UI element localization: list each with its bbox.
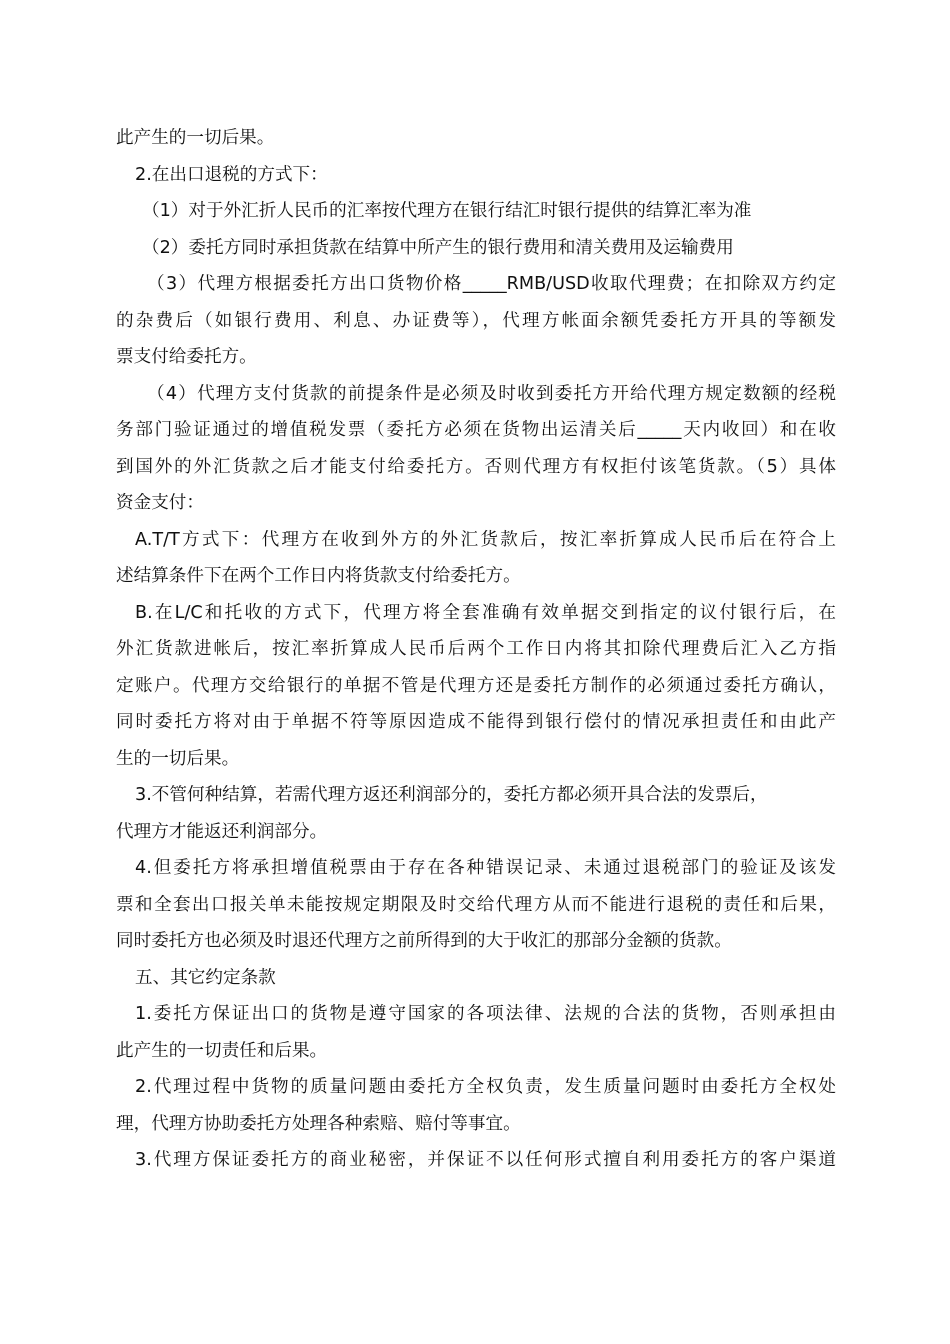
text-line: 务部门验证通过的增值税发票（委托方必须在货物出运清关后_____天内收回）和在收	[116, 420, 836, 440]
text-line: 到国外的外汇货款之后才能支付给委托方。否则代理方有权拒付该笔货款。（5）具体	[116, 456, 836, 477]
text-line: 3.不管何种结算，若需代理方返还利润部分的，委托方都必须开具合法的发票后，	[135, 785, 768, 805]
text-line: 1.委托方保证出口的货物是遵守国家的各项法律、法规的合法的货物，否则承担由	[135, 1004, 836, 1024]
text-line: 代理方才能返还利润部分。	[116, 821, 328, 842]
document-body	[116, 120, 836, 1179]
text-line: 外汇货款进帐后，按汇率折算成人民币后两个工作日内将其扣除代理费后汇入乙方指	[116, 639, 836, 659]
text-line: 定账户。代理方交给银行的单据不管是代理方还是委托方制作的必须通过委托方确认，	[116, 675, 836, 696]
text-line: 生的一切后果。	[116, 748, 240, 769]
text-line: 2.在出口退税的方式下：	[135, 164, 328, 185]
text-line: 资金支付：	[116, 493, 204, 513]
text-line: 的杂费后（如银行费用、利息、办证费等），代理方帐面余额凭委托方开具的等额发	[116, 310, 836, 331]
text-line: （2）委托方同时承担货款在结算中所产生的银行费用和清关费用及运输费用	[142, 237, 734, 258]
text-line: 2.代理过程中货物的质量问题由委托方全权负责，发生质量问题时由委托方全权处	[135, 1077, 836, 1097]
text-line: A.T/T方式下：代理方在收到外方的外汇货款后，按汇率折算成人民币后在符合上	[135, 529, 836, 550]
text-line: 4.但委托方将承担增值税票由于存在各种错误记录、未通过退税部门的验证及该发	[135, 858, 836, 878]
text-line: 票和全套出口报关单未能按规定期限及时交给代理方从而不能进行退税的责任和后果，	[116, 894, 836, 915]
text-line: 述结算条件下在两个工作日内将货款支付给委托方。	[116, 566, 521, 586]
text-line: 票支付给委托方。	[116, 347, 257, 367]
text-line: 理，代理方协助委托方处理各种索赔、赔付等事宜。	[116, 1113, 521, 1134]
text-line: 此产生的一切责任和后果。	[116, 1040, 328, 1061]
text-line: （1）对于外汇折人民币的汇率按代理方在银行结汇时银行提供的结算汇率为准	[142, 201, 752, 221]
text-line: （4）代理方支付货款的前提条件是必须及时收到委托方开给代理方规定数额的经税	[147, 383, 836, 404]
text-line: 此产生的一切后果。	[116, 128, 275, 148]
text-line: B.在L/C和托收的方式下，代理方将全套准确有效单据交到指定的议付银行后，在	[135, 602, 836, 623]
text-line: （3）代理方根据委托方出口货物价格_____RMB/USD收取代理费；在扣除双方约定	[147, 274, 836, 294]
text-line: 同时委托方也必须及时退还代理方之前所得到的大于收汇的那部分金额的货款。	[116, 931, 732, 951]
text-line: 3.代理方保证委托方的商业秘密，并保证不以任何形式擅自利用委托方的客户渠道	[135, 1150, 836, 1170]
text-line: 同时委托方将对由于单据不符等原因造成不能得到银行偿付的情况承担责任和由此产	[116, 712, 836, 732]
text-line: 五、其它约定条款	[135, 967, 276, 988]
